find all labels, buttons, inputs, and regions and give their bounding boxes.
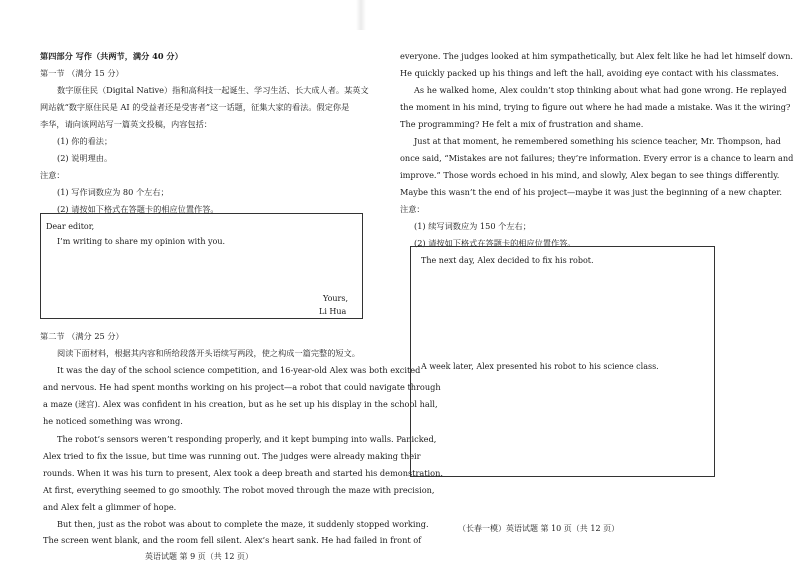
sec1-note: (1) 写作词数应为 80 个左右；: [57, 187, 169, 197]
right-notes-label: 注意：: [400, 204, 425, 214]
story-line: rounds. When it was his turn to present, Alex took a deep breath and started his demonstration.: [43, 468, 443, 478]
sec1-note: (2) 请按如下格式在答题卡的相应位置作答。: [57, 204, 219, 214]
letter-opening: I’m writing to share my opinion with you.: [57, 237, 226, 246]
story-line: and nervous. He had spent months working on his project—a robot that could navigate through: [43, 382, 441, 392]
story-line: once said, “Mistakes are not failures; they’re information. Every error is a chance to learn and: [400, 153, 794, 163]
sec1-point: (2) 说明理由。: [57, 153, 113, 163]
para2-opening: A week later, Alex presented his robot to his science class.: [421, 362, 659, 371]
story-line: The robot’s sensors weren’t responding properly, and it kept bumping into walls. Panicked,: [57, 434, 437, 444]
letter-signature: Li Hua: [319, 307, 347, 316]
story-line: a maze (迷宫). Alex was confident in his creation, but as he set up his display in the school hall,: [43, 399, 438, 409]
story-line: Just at that moment, he remembered something his science teacher, Mr. Thompson, had: [414, 136, 781, 146]
sec1-prompt-line: 李华，请向该网站写一篇英文投稿，内容包括：: [40, 119, 212, 129]
sec1-prompt-line: 网站就“数字原住民是 AI 的受益者还是受害者”这一话题，征集大家的看法。假定你是: [40, 102, 350, 112]
left-page-footer: 英语试题 第 9 页（共 12 页）: [145, 552, 253, 561]
part-title: 第四部分 写作（共两节，满分 40 分）: [40, 51, 183, 61]
story-line: The screen went blank, and the room fell silent. Alex’s heart sank. He had failed in front of: [43, 535, 422, 545]
story-line: Alex tried to fix the issue, but time was running out. The judges were already making their: [43, 451, 421, 461]
continuation-answer-box: [410, 246, 715, 477]
section-2-title: 第二节 （满分 25 分）: [40, 331, 124, 341]
letter-answer-box: [40, 213, 363, 319]
story-line: the moment in his mind, trying to figure out where he had made a mistake. Was it the wiring?: [400, 102, 791, 112]
letter-greeting: Dear editor,: [46, 222, 95, 231]
para1-opening: The next day, Alex decided to fix his robot.: [421, 256, 594, 265]
section-1-title: 第一节 （满分 15 分）: [40, 68, 124, 78]
story-line: But then, just as the robot was about to complete the maze, it suddenly stopped working.: [57, 519, 429, 529]
story-line: he noticed something was wrong.: [43, 416, 183, 426]
story-line: The programming? He felt a mix of frustration and shame.: [400, 119, 644, 129]
right-page: [400, 0, 800, 565]
story-line: Maybe this wasn’t the end of his project—maybe it was just the beginning of a new chapter.: [400, 187, 783, 197]
story-line: As he walked home, Alex couldn’t stop thinking about what had gone wrong. He replayed: [414, 85, 787, 95]
story-line: It was the day of the school science competition, and 16-year-old Alex was both excited: [57, 365, 421, 375]
sec1-notes-label: 注意：: [40, 170, 65, 180]
sec1-prompt-line: 数字原住民（Digital Native）指和高科技一起诞生、学习生活、长大成人者。某英文: [57, 85, 369, 95]
right-note: (1) 续写词数应为 150 个左右；: [414, 221, 531, 231]
story-line: At first, everything seemed to go smoothly. The robot moved through the maze with precision,: [43, 485, 435, 495]
sec2-instruction: 阅读下面材料，根据其内容和所给段落开头语续写两段，使之构成一篇完整的短文。: [57, 348, 360, 358]
letter-closing: Yours,: [323, 294, 349, 303]
story-line: He quickly packed up his things and left the hall, avoiding eye contact with his classmates.: [400, 68, 779, 78]
sec1-point: (1) 你的看法；: [57, 136, 113, 146]
story-line: and Alex felt a glimmer of hope.: [43, 502, 177, 512]
story-line: improve.” Those words echoed in his mind, and slowly, Alex began to see things differently.: [400, 170, 780, 180]
right-note: (2) 请按如下格式在答题卡的相应位置作答。: [414, 238, 576, 248]
right-page-footer: （长春一模）英语试题 第 10 页（共 12 页）: [458, 524, 620, 533]
story-line: everyone. The judges looked at him sympathetically, but Alex felt like he had let himself down.: [400, 51, 793, 61]
